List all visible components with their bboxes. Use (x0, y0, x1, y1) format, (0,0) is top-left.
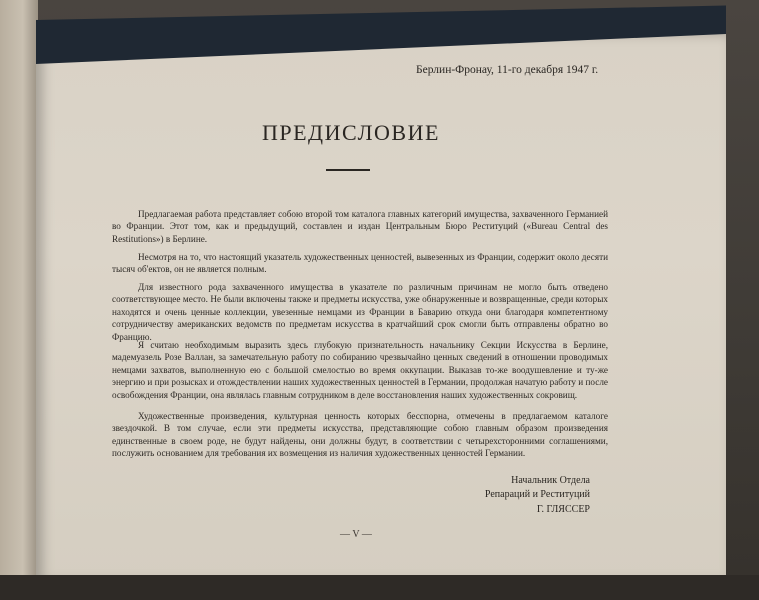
paragraph-3: Для известного рода захваченного имущества в указателе по различным причинам не могло быть отведено соответствующее место. Не были включены также и предметы искусства, уже обнаруженные и возвращенные, среди которых находятся и очень ценные коллекции, увезенные немцами из Франции в Баварию откуда они благодаря компетентному сотрудничеству американских ведомств по предметам искусства в кратчайший срок смогли быть отправлены обратно во Францию. (112, 282, 608, 342)
signature-name: Г. ГЛЯССЕР (536, 504, 590, 515)
letter-date: Берлин-Фронау, 11-го декабря 1947 г. (416, 64, 599, 76)
signature-title-line2: Репараций и Реституций (484, 489, 590, 500)
page-number: — V — (340, 529, 372, 540)
paragraph-2: Несмотря на то, что настоящий указатель художественных ценностей, вывезенных из Франции, содержит около десяти тысяч об'ектов, он не является полным. (112, 252, 608, 275)
left-page-edge (0, 0, 38, 600)
paragraph-5: Художественные произведения, культурная ценность которых бесспорна, отмечены в предлагаемом каталоге звездочкой. В том случае, если эти предметы искусства, представляющие собою главным образом произведения единственные в своем роде, не будут найдены, они должны будут, в соответствии с четырехсторонними соглашениями, послужить основанием для требования их возмещения из наличия художественных ценностей Германии. (112, 411, 608, 459)
page-title: ПРЕДИСЛОВИЕ (262, 120, 440, 145)
paragraph-4: Я считаю необходимым выразить здесь глубокую признательность начальнику Секции Искусства в Берлине, мадемуазель Розе Валлан, за замечательную работу по собиранию чрезвычайно ценных сведений в отношении проводимых немцами захватов, выполненную ею с большой смелостью во время оккупации. Выказав то-же воодушевление и ту-же энергию и при розысках и отождествлении наших художественных ценностей в Германии, продолжая начатую работу и после освобождения Франции, она являлась главным сотрудником в деле восстановления наших художественных сокровищ. (112, 340, 608, 400)
signature-title-line1: Начальник Отдела (511, 475, 590, 486)
title-divider (326, 169, 370, 171)
paragraph-1: Предлагаемая работа представляет собою второй том каталога главных категорий имущества, захваченного Германией во Франции. Этот том, как и предыдущий, составлен и издан Центральным Бюро Реституций («Bureau Central des Restitutions») в Берлине. (112, 209, 608, 244)
table-surface (0, 575, 759, 600)
